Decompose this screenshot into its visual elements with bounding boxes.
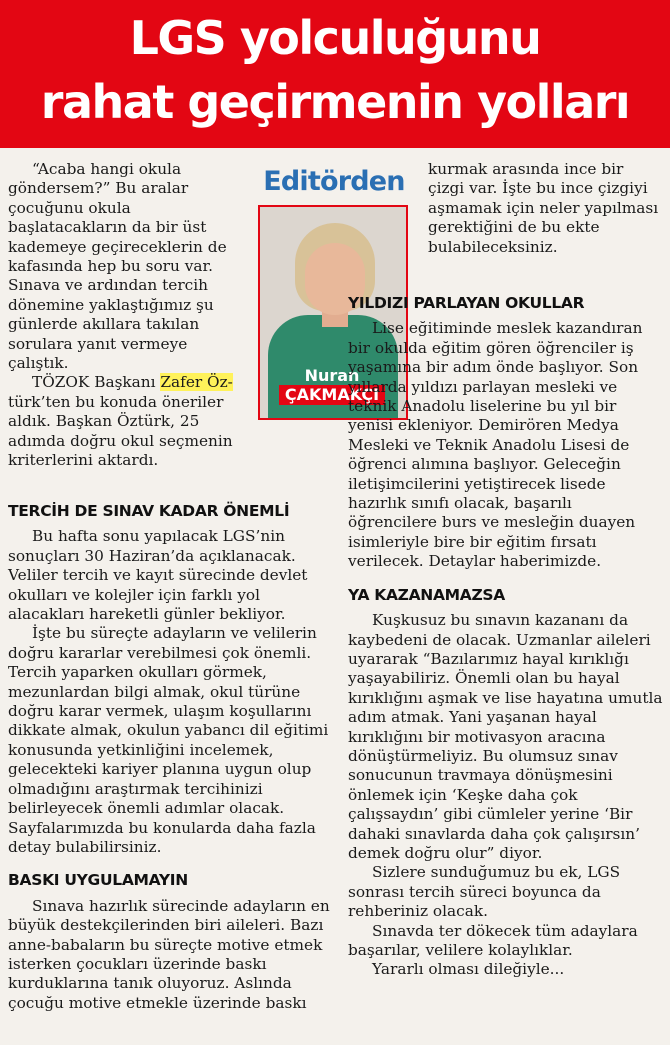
highlighted-name: Zafer Öz- (160, 373, 233, 392)
intro-paragraph-1: “Acaba hangi okula göndersem?” Bu aralar çocuğunu okula başlatacakların da bir üst kademeye geçireceklerin de kafasında hep bu soru var. Sınava ve ardından tercih dönemine yaklaştığımız şu günlerde akıllara takılan sorulara yanıt vermeye çalıştık. (8, 160, 227, 373)
section-paragraph: Lise eğitiminde meslek kazandıran bir okulda eğitim gören öğrenciler iş yaşamına bir adım önde başlıyor. Son yıllarda yıldızı parlayan mesleki ve teknik Anadolu liselerine bu yıl bir yenisi ekleniyor. Demirören Medya Mesleki ve Teknik Anadolu Lisesi de öğrenci alımına başlıyor. Geleceğin iletişimcilerini yetiştirecek lisede hazırlık sınıfı olacak, başarılı öğrencilere burs ve mesleğin duayen isimleriyle bire bir eğitim fırsatı verilecek. Detaylar haberimizde. (348, 319, 643, 571)
headline-line-2: rahat geçirmenin yolları (40, 75, 630, 129)
headline-banner (0, 0, 670, 148)
intro-paragraph-2 (8, 373, 240, 470)
section-heading: YA KAZANAMAZSA (348, 585, 505, 604)
section-paragraph: Sınavda ter dökecek tüm adaylara başarılar, velilere kolaylıklar. (348, 921, 638, 959)
column-2-top (428, 160, 664, 257)
column-2 (348, 280, 664, 980)
col2-paragraph: kurmak arasında ince bir çizgi var. İşte bu ince çizgiyi aşmamak için neler yapılması gerektiğini de bu ekte bulabileceksiniz. (428, 160, 659, 256)
column-1-lower (8, 488, 340, 1013)
section-paragraph: Kuşkusuz bu sınavın kazananı da kaybedeni de olacak. Uzmanlar aileleri uyararak “Bazılarımız hayal kırıklığı yaşayabiliriz. Önemli olan bu hayal kırıklığını aşmak ve lise hayatına umutla adım atmak. Yani yaşanan hayal kırıklığını bir motivasyon aracına dönüştürmeliyiz. Bu olumsuz sınav sonucunun travmaya dönüşmesini önlemek için ‘Keşke daha çok çalışsaydın’ gibi cümleler yerine ‘Bir dahaki sınavlarda daha çok çalışırsın’ demek doğru olur” diyor. (348, 611, 663, 862)
section-paragraph: Sınava hazırlık sürecinde adayların en büyük destekçilerinden biri aileleri. Bazı anne-babaların bu süreçte motive etmek isterken çocukları üzerinde baskı kurduklarına tanık oluyoruz. Aslında çocuğu motive etmekle üzerinde baskı (8, 896, 330, 1012)
section-heading: YILDIZI PARLAYAN OKULLAR (348, 294, 585, 312)
intro-p2-text-rest: türk’ten bu konuda öneriler aldık. Başkan Öztürk, 25 adımda doğru okul seçmenin kriterlerini aktardı. (8, 392, 233, 470)
headline-line-1: LGS yolculuğunu (129, 11, 541, 65)
section-paragraph: Bu hafta sonu yapılacak LGS’nin sonuçları 30 Haziran’da açıklanacak. Veliler tercih ve kayıt sürecinde devlet okulları ve kolejler için farklı yol alacakları hareketli günler bekliyor. (8, 527, 308, 624)
author-last-name: ÇAKMAKÇI (279, 385, 385, 405)
intro-p2-text: TÖZOK Başkanı (32, 373, 161, 392)
editor-label: Editörden (263, 166, 405, 197)
section-paragraph: İşte bu süreçte adayların ve velilerin doğru kararlar verebilmesi çok önemli. Tercih yaparken okulları görmek, mezunlardan bilgi almak, okul türüne doğru karar vermek, ulaşım koşullarını dikkate almak, okulun yabancı dil eğitimi konusunda yetkinliğini incelemek, gelecekteki kariyer planına uygun olup olmadığını araştırmak tercihinizi belirleyecek önemli adımlar olacak. Sayfalarımızda bu konularda daha fazla detay bulabilirsiniz. (8, 624, 329, 856)
section-heading: BASKI UYGULAMAYIN (8, 871, 188, 890)
section-paragraph: Yararlı olması dileğiyle... (372, 960, 565, 979)
section-heading: TERCİH DE SINAV KADAR ÖNEMLİ (8, 502, 290, 520)
intro-column (8, 160, 240, 471)
section-paragraph: Sizlere sunduğumuz bu ek, LGS sonrası tercih süreci boyunca da rehberiniz olacak. (348, 863, 621, 921)
author-first-name: Nuran (304, 366, 360, 385)
